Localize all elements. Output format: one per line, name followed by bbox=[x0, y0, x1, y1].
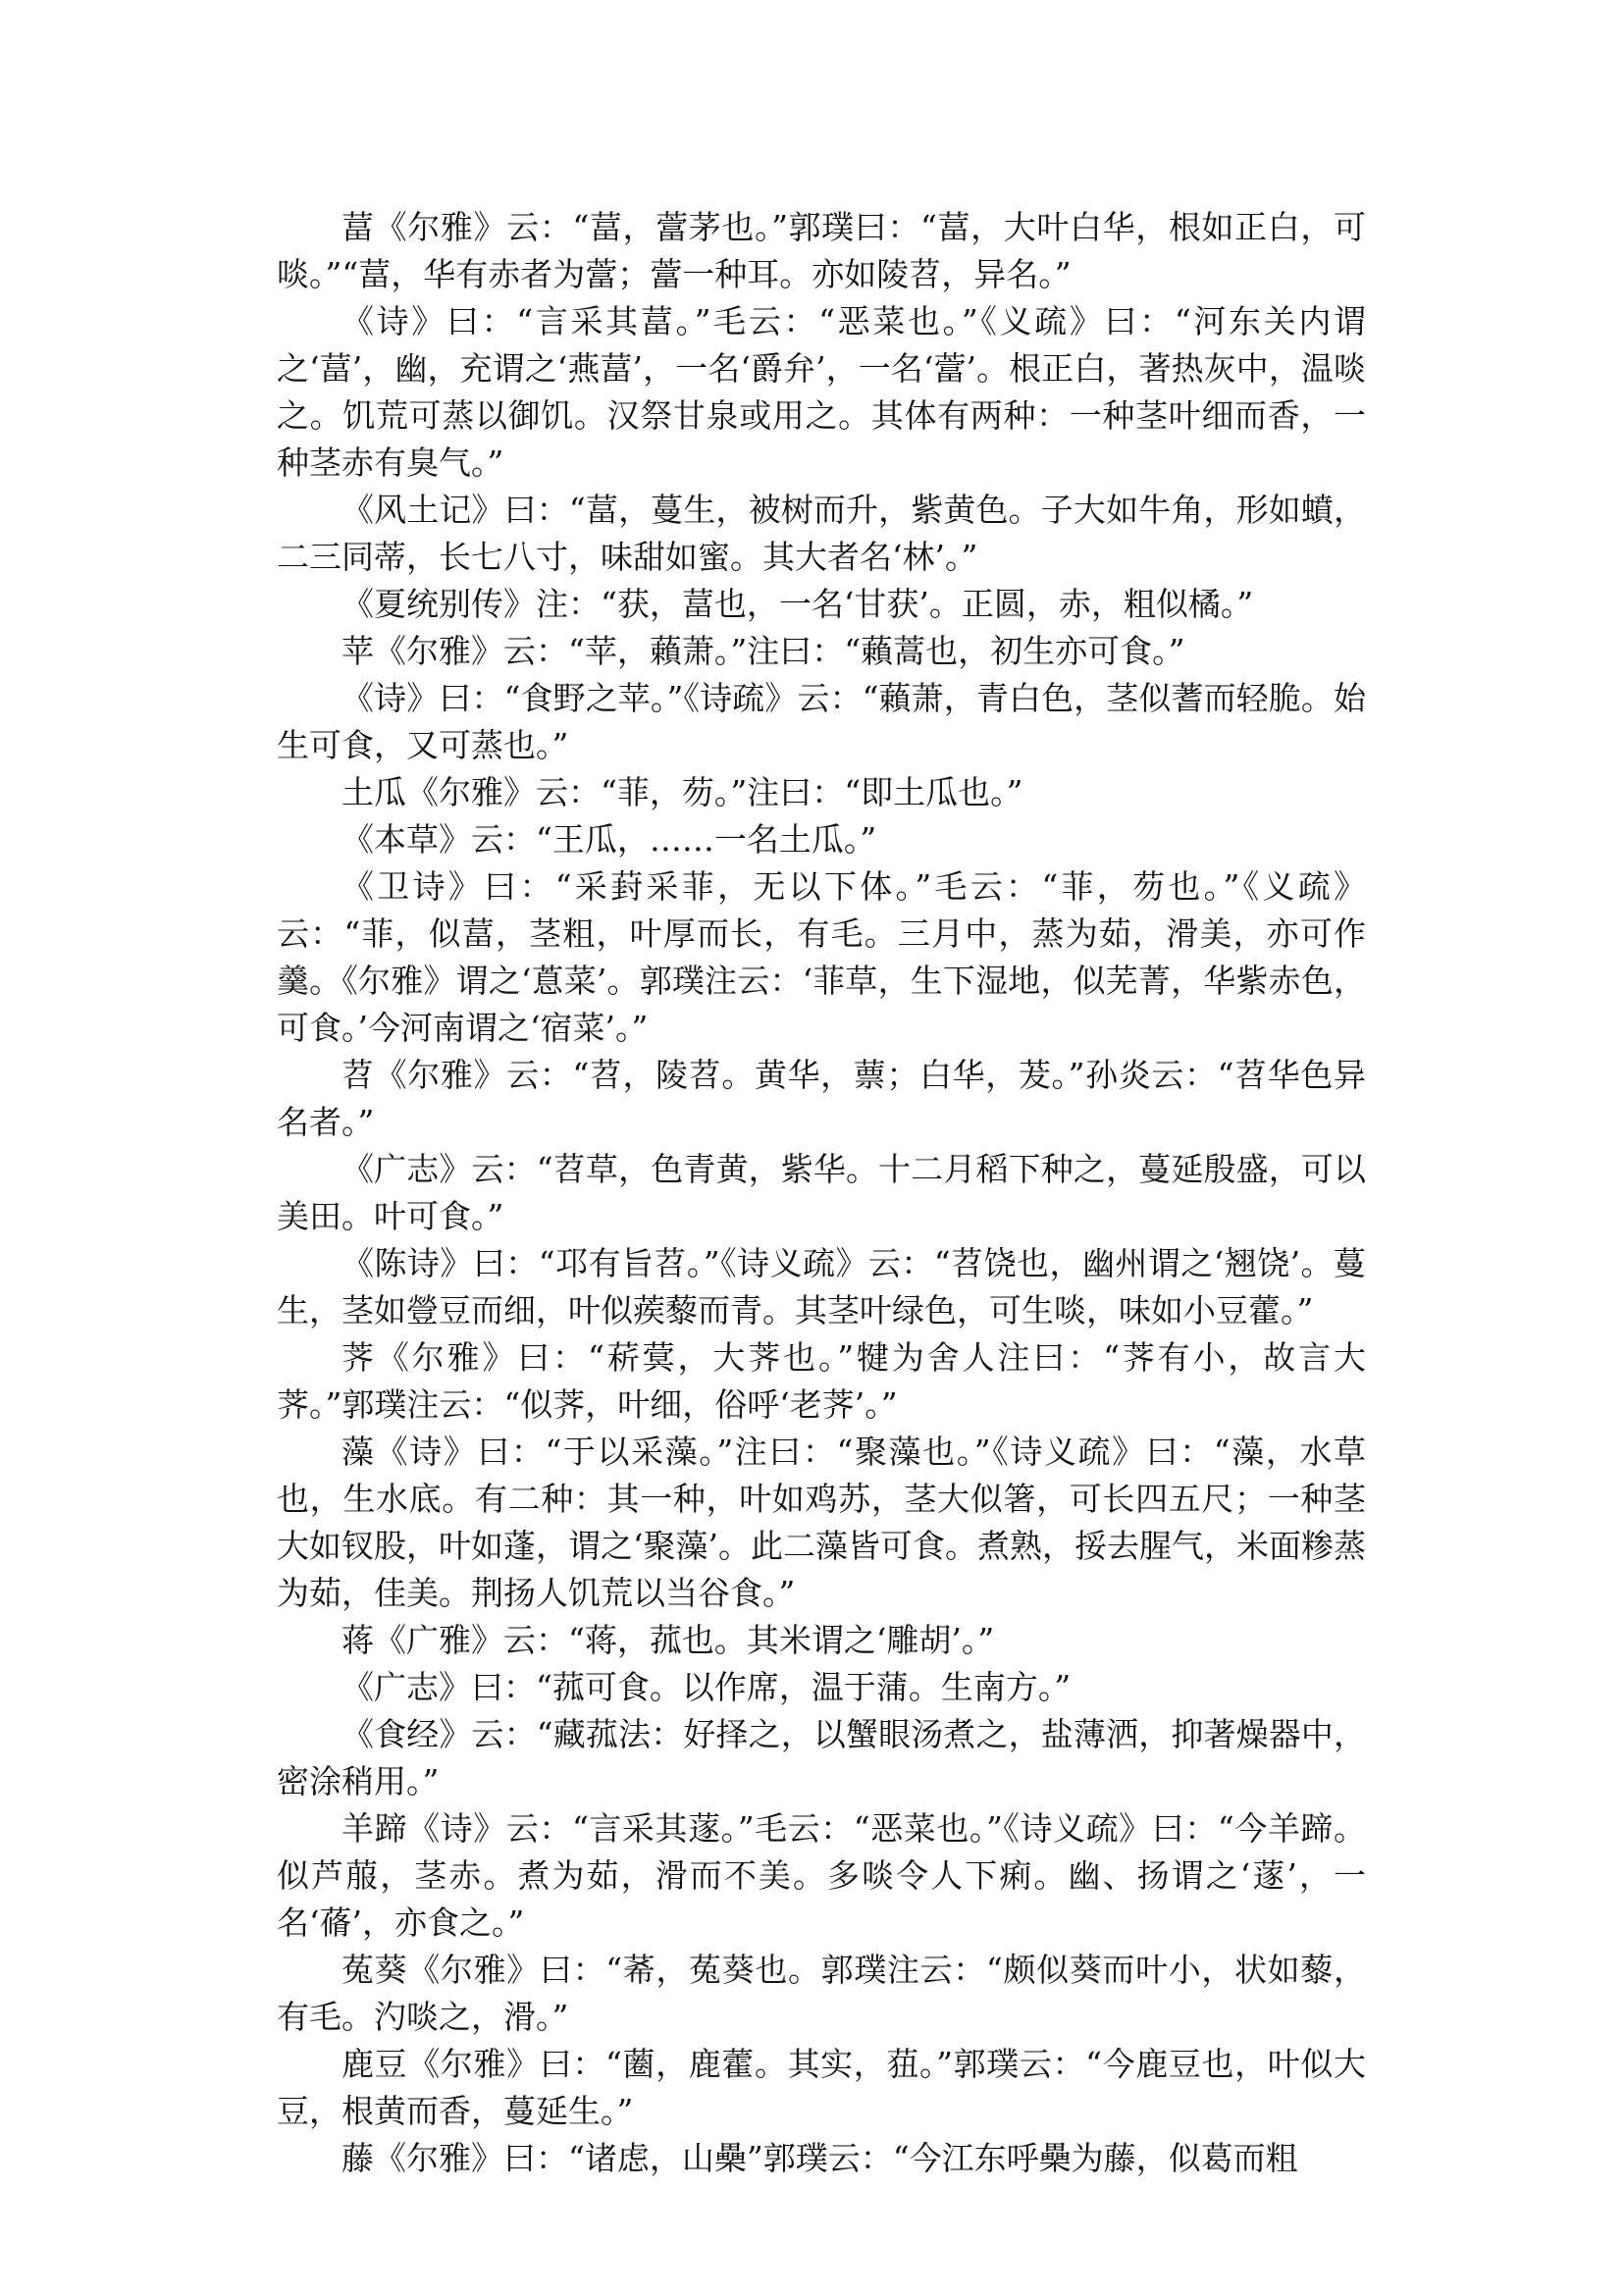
paragraph: 蒋《广雅》云：“蒋，菰也。其米谓之‘雕胡’。” bbox=[341, 1621, 995, 1659]
paragraph: 《广志》曰：“菰可食。以作席，温于蒲。生南方。” bbox=[341, 1668, 1072, 1706]
paragraph: 土瓜《尔雅》云：“菲，芴。”注曰：“即土瓜也。” bbox=[341, 773, 1023, 811]
paragraph: 《风土记》曰：“葍，蔓生，被树而升，紫黄色。子大如牛角，形如蟦，二三同蒂，长七八寸，味甜如蜜。其大者名‘林’。” bbox=[277, 491, 1366, 576]
text-column bbox=[277, 204, 1366, 2182]
paragraph: 藤《尔雅》曰：“诸虑，山櫐”郭璞云：“今江东呼櫐为藤，似葛而粗 bbox=[341, 2139, 1298, 2177]
paragraph: 鹿豆《尔雅》曰：“蔨，鹿藿。其实，莥。”郭璞云：“今鹿豆也，叶似大豆，根黄而香，蔓延生。” bbox=[277, 2045, 1366, 2130]
paragraph: 葍《尔雅》云：“葍，䔰茅也。”郭璞曰：“葍，大叶白华，根如正白，可啖。”“葍，华有赤者为䔰；䔰一种耳。亦如陵苕，异名。” bbox=[277, 208, 1366, 293]
paragraph: 《诗》曰：“食野之苹。”《诗疏》云：“藾萧，青白色，茎似蓍而轻脆。始生可食，又可蒸也。” bbox=[277, 679, 1366, 764]
paragraph: 《诗》曰：“言采其葍。”毛云：“恶菜也。”《义疏》曰：“河东关内谓之‘葍’，幽，充谓之‘燕葍’，一名‘爵弁’，一名‘䔰’。根正白，著热灰中，温啖之。饥荒可蒸以御饥。汉祭甘泉或用之。其体有两种：一种茎叶细而香，一种茎赤有臭气。” bbox=[277, 302, 1366, 482]
paragraph: 藻《诗》曰：“于以采藻。”注曰：“聚藻也。”《诗义疏》曰：“藻，水草也，生水底。有二种：其一种，叶如鸡苏，茎大似箸，可长四五尺；一种茎大如钗股，叶如蓬，谓之‘聚藻’。此二藻皆可食。煮熟，挼去腥气，米面糁蒸为茹，佳美。荆扬人饥荒以当谷食。” bbox=[277, 1433, 1366, 1612]
paragraph: 《卫诗》曰：“采葑采菲，无以下体。”毛云：“菲，芴也。”《义疏》云：“菲，似葍，茎粗，叶厚而长，有毛。三月中，蒸为茹，滑美，亦可作羹。《尔雅》谓之‘蒠菜’。郭璞注云：‘菲草，生下湿地，似芜菁，华紫赤色，可食。’今河南谓之‘宿菜’。” bbox=[277, 867, 1366, 1047]
paragraph: 《食经》云：“藏菰法：好择之，以蟹眼汤煮之，盐薄洒，抑著燥器中，密涂稍用。” bbox=[277, 1715, 1366, 1800]
paragraph: 《本草》云：“王瓜，……一名土瓜。” bbox=[341, 820, 877, 859]
paragraph: 《夏统别传》注：“获，葍也，一名‘甘获’。正圆，赤，粗似橘。” bbox=[341, 585, 1254, 623]
paragraph: 荠《尔雅》曰：“菥蓂，大荠也。”犍为舍人注曰：“荠有小，故言大荠。”郭璞注云：“似荠，叶细，俗呼‘老荠’。” bbox=[277, 1338, 1366, 1424]
paragraph: 菟葵《尔雅》曰：“莃，菟葵也。郭璞注云：“颇似葵而叶小，状如藜，有毛。汋啖之，滑。” bbox=[277, 1951, 1366, 2036]
paragraph: 《广志》云：“苕草，色青黄，紫华。十二月稻下种之，蔓延殷盛，可以美田。叶可食。” bbox=[277, 1150, 1366, 1235]
paragraph: 苹《尔雅》云：“苹，藾萧。”注曰：“藾蒿也，初生亦可食。” bbox=[341, 632, 1185, 670]
paragraph: 《陈诗》曰：“邛有旨苕。”《诗义疏》云：“苕饶也，幽州谓之‘翘饶’。蔓生，茎如䝁豆而细，叶似蒺藜而青。其茎叶绿色，可生啖，味如小豆藿。” bbox=[277, 1244, 1366, 1329]
paragraph: 苕《尔雅》云：“苕，陵苕。黄华，蔈；白华，茇。”孙炎云：“苕华色异名者。” bbox=[277, 1056, 1366, 1141]
paragraph: 羊蹄《诗》云：“言采其蓫。”毛云：“恶菜也。”《诗义疏》曰：“今羊蹄。似芦菔，茎赤。煮为茹，滑而不美。多啖令人下痢。幽、扬谓之‘蓫’，一名‘蓨’，亦食之。” bbox=[277, 1809, 1366, 1942]
